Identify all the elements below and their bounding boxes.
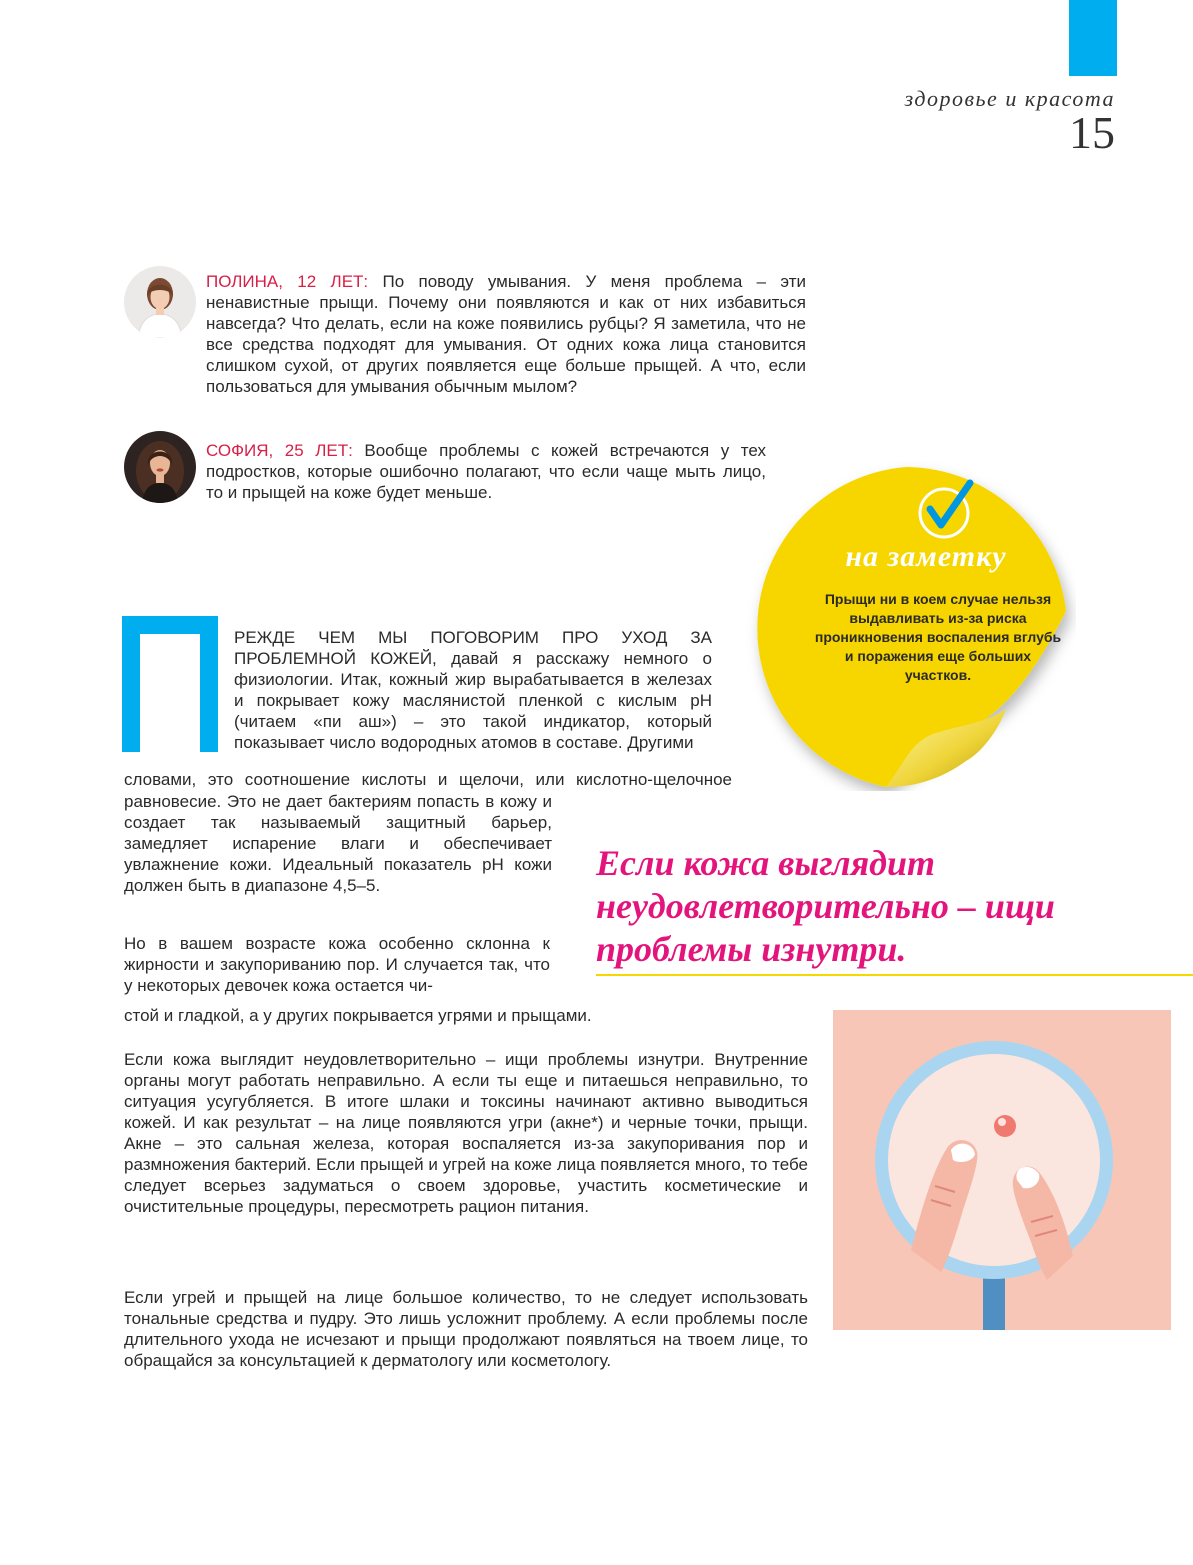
note-title: на заметку xyxy=(845,540,1007,573)
article-paragraph-4: Если угрей и прыщей на лице большое количество, то не следует использовать тональные средства и пудру. Это лишь усложнит проблему. А если проблемы после длительного ухода не исчезают и прыщи продолжают появляться на твоем лице, то обращайся за консультацией к дерматологу или косметологу. xyxy=(124,1288,808,1370)
article-paragraph-2-end: стой и гладкой, а у других покрывается угрями и прыщами. xyxy=(124,1006,592,1025)
article-intro-wide: словами, это соотношение кислоты и щелочи, или кислотно-щелочное xyxy=(124,770,732,789)
author-name: СОФИЯ, 25 ЛЕТ: xyxy=(206,441,353,460)
intro-lead: РЕЖДЕ ЧЕМ МЫ ПОГОВОРИМ ПРО УХОД ЗА ПРОБЛЕМНОЙ КОЖЕЙ, xyxy=(234,628,712,668)
article-intro-narrow: равновесие. Это не дает бактериям попасть в кожу и создает так называемый защитный барьер, замедляет испарение влаги и обеспечивает увлажнение кожи. Идеальный показатель рН кожи должен быть в диапазоне 4,5–5. xyxy=(124,792,552,895)
note-text: Прыщи ни в коем случае нельзя выдавливать из-за риска проникновения воспаления вглубь и поражения еще больших участков. xyxy=(814,591,1062,683)
question-text: Вообще проблемы с кожей встречаются у тех подростков, которые ошибочно полагают, что если чаще мыть лицо, то и прыщей на коже будет меньше. xyxy=(206,441,766,502)
question-text: По поводу умывания. У меня проблема – эти ненавистные прыщи. Почему они появляются и как от них избавиться навсегда? Что делать, если на коже появились рубцы? Я заметила, что не все средства подходят для умывания. От одних кожа лица становится слишком сухой, от других появляется еще больше прыщей. А что, если пользоваться для умывания обычным мылом? xyxy=(206,272,806,396)
pull-quote: Если кожа выглядит неудовлетворительно – ищи проблемы изнутри. xyxy=(596,843,1055,969)
article-intro xyxy=(234,627,712,753)
article-paragraph-2: Но в вашем возрасте кожа особенно склонна к жирности и закупориванию пор. И случается так, что у некоторых девочек кожа остается чи- xyxy=(124,934,550,995)
quote-underline xyxy=(596,974,1193,976)
section-title: здоровье и красота xyxy=(904,86,1115,111)
magnifier-illustration xyxy=(833,1010,1171,1330)
avatar-polina xyxy=(124,266,196,338)
article-paragraph-3: Если кожа выглядит неудовлетворительно – ищи проблемы изнутри. Внутренние органы могут работать неправильно. А если ты еще и питаешься неправильно, то ситуация усугубляется. В итоге шлаки и токсины начинают активно выводиться кожей. И как результат – на лице появляются угри (акне*) и черные точки, прыщи. Акне – это сальная железа, которая воспаляется из-за закупоривания пор и размножения бактерий. Если прыщей и угрей на коже лица появляется много, то тебе следует всерьез задуматься о своем здоровье, участить косметические и очистительные процедуры, пересмотреть рацион питания. xyxy=(124,1050,808,1216)
intro-text: давай я расскажу немного о физиологии. Итак, кожный жир вырабатывается в железах и покрывает кожу маслянистой пленкой с кислым рН (читаем «пи аш») – это такой индикатор, который показывает число водородных атомов в составе. Другими xyxy=(234,649,712,752)
author-name: ПОЛИНА, 12 ЛЕТ: xyxy=(206,272,369,291)
dropcap-letter xyxy=(122,616,218,752)
question-sofia xyxy=(206,440,766,503)
accent-bar xyxy=(1069,0,1117,76)
question-polina xyxy=(206,271,806,397)
page-number: 15 xyxy=(1069,107,1115,158)
avatar-sofia xyxy=(124,431,196,503)
